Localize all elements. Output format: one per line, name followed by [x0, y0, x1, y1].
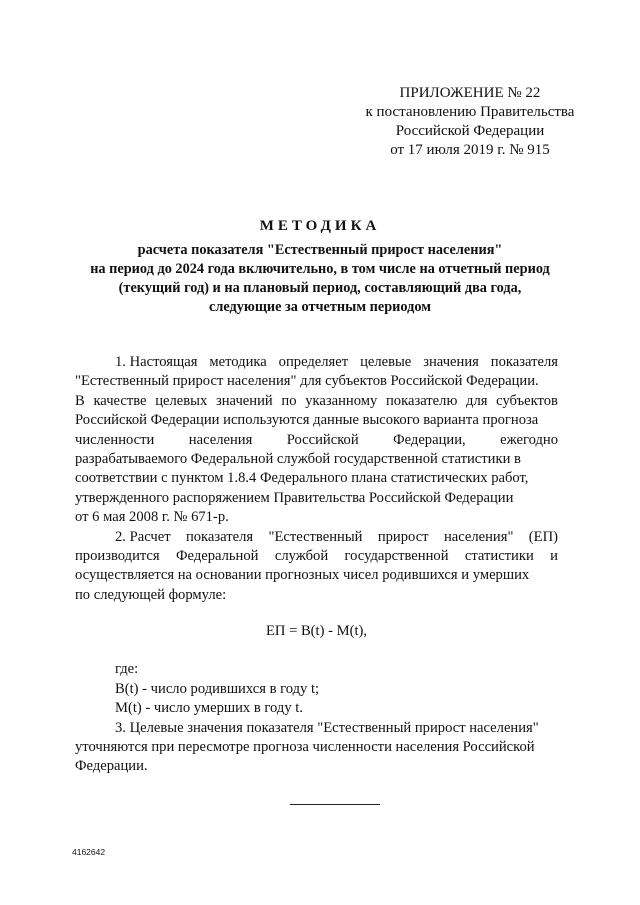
word: 2. Расчет	[115, 528, 171, 545]
annex-header	[320, 84, 620, 160]
word: службой	[274, 547, 329, 564]
word: качестве	[93, 392, 147, 409]
word: показателя	[185, 528, 254, 545]
para1-line	[75, 392, 558, 411]
word: населения"	[443, 528, 514, 545]
word: Федерации,	[393, 431, 466, 448]
word: по	[281, 392, 297, 409]
subtitle-line: расчета показателя "Естественный прирост населения"	[137, 242, 503, 258]
word: В	[75, 392, 85, 409]
para2-line: осуществляется на основании прогнозных чисел родившихся и умерших	[75, 567, 530, 584]
para1-line: утвержденного распоряжением Правительства Российской Федерации	[75, 489, 514, 506]
word: Российской	[286, 431, 359, 448]
where-births: B(t) - число родившихся в году t;	[115, 680, 320, 697]
word: целевые	[360, 354, 412, 370]
word: указанному	[305, 392, 378, 409]
para2-line	[75, 528, 558, 547]
word: определяет	[278, 354, 349, 370]
word: статистики	[464, 547, 534, 564]
end-separator-line	[290, 804, 380, 805]
annex-date-number: от 17 июля 2019 г. № 915	[390, 142, 550, 158]
subtitle-line: следующие за отчетным периодом	[208, 299, 431, 315]
word: "Естественный	[268, 528, 363, 545]
word: показателю	[385, 392, 458, 409]
para3-line: 3. Целевые значения показателя "Естественный прирост населения"	[115, 719, 539, 736]
where-label: где:	[115, 661, 139, 678]
word: значений	[215, 392, 273, 409]
formula: ЕП = B(t) - M(t),	[265, 623, 368, 640]
para1-line	[75, 353, 558, 372]
annex-government: Российской Федерации	[395, 123, 545, 139]
word: для	[466, 392, 488, 409]
subtitle-line: (текущий год) и на плановый период, составляющий два года,	[118, 280, 522, 296]
word: целевых	[155, 392, 208, 409]
document-title: МЕТОДИКА	[259, 218, 381, 234]
word: 1. Настоящая	[115, 354, 198, 370]
document-id: 4162642	[72, 847, 106, 857]
word: показателя	[490, 354, 558, 370]
para1-line: соответствии с пунктом 1.8.4 Федерального плана статистических работ,	[75, 470, 529, 487]
para2-line	[75, 547, 558, 566]
annex-resolution: к постановлению Правительства	[365, 104, 575, 120]
para3-line: уточняются при пересмотре прогноза численности населения Российской	[75, 739, 535, 756]
word: населения	[188, 431, 253, 448]
para2-line: по следующей формуле:	[75, 586, 227, 603]
word: субъектов	[496, 392, 558, 409]
word: ежегодно	[500, 431, 558, 448]
where-deaths: M(t) - число умерших в году t.	[115, 700, 303, 717]
word: государственной	[344, 547, 449, 564]
word: прирост	[377, 528, 429, 545]
word: значения	[423, 354, 479, 370]
word: и	[550, 547, 558, 564]
subtitle-line: на период до 2024 года включительно, в том числе на отчетный период	[90, 261, 550, 277]
para1-line: от 6 мая 2008 г. № 671-р.	[75, 509, 229, 526]
document-subtitle	[40, 241, 600, 317]
para1-line: "Естественный прирост населения" для субъектов Российской Федерации.	[75, 373, 539, 390]
para1-line: Российской Федерации используются данные высокого варианта прогноза	[75, 412, 539, 429]
para1-line	[75, 431, 558, 450]
word: методика	[209, 354, 267, 370]
para1-line: разрабатываемого Федеральной службой государственной статистики в	[75, 450, 521, 467]
document-body	[75, 353, 558, 777]
word: производится	[75, 547, 160, 564]
annex-number: ПРИЛОЖЕНИЕ № 22	[399, 85, 541, 101]
para3-line: Федерации.	[75, 758, 148, 775]
word: (ЕП)	[528, 528, 558, 545]
word: численности	[75, 431, 155, 448]
word: Федеральной	[176, 547, 259, 564]
